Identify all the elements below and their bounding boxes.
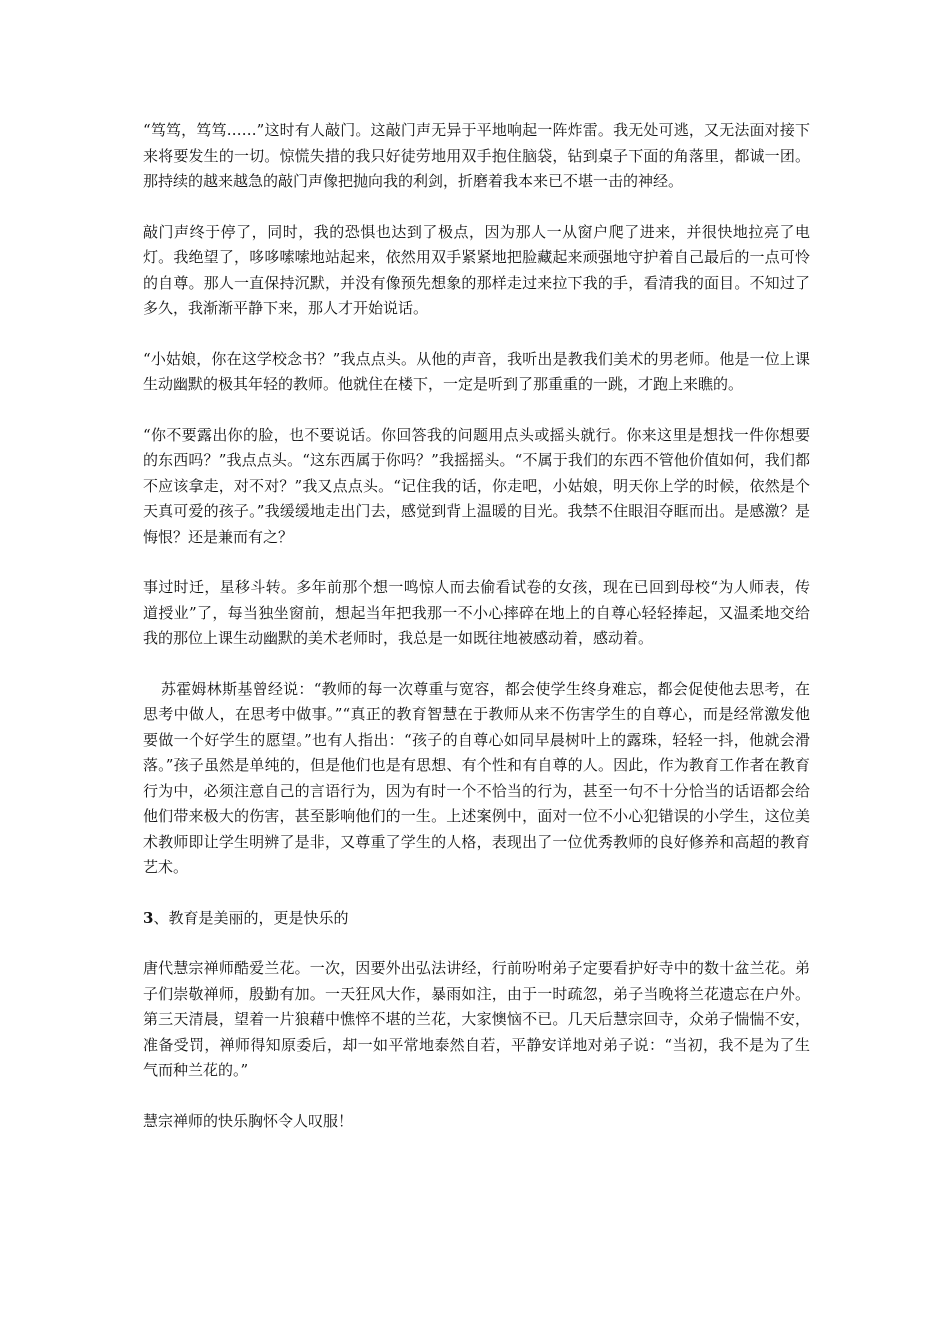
paragraph-orchid-story: 唐代慧宗禅师酷爱兰花。一次，因要外出弘法讲经，行前吩咐弟子定要看护好寺中的数十盆兰花。弟子们崇敬禅师，殷勤有加。一天狂风大作，暴雨如注，由于一时疏忽，弟子当晚将兰花遗忘在户外。第三天清晨，望着一片狼藉中憔悴不堪的兰花，大家懊恼不已。几天后慧宗回寺，众弟子惴惴不安，准备受罚，禅师得知原委后，却一如平常地泰然自若，平静安详地对弟子说：“当初，我不是为了生气而种兰花的。” xyxy=(143,959,810,1079)
paragraph-light-on: 敲门声终于停了，同时，我的恐惧也达到了极点，因为那人一从窗户爬了进来，并很快地拉亮了电灯。我绝望了，哆哆嗦嗦地站起来，依然用双手紧紧地把脸藏起来顽强地守护着自己最后的一点可怜的自尊。那人一直保持沉默，并没有像预先想象的那样走过来拉下我的手，看清我的面目。不知过了多久，我渐渐平静下来，那人才开始说话。 xyxy=(143,222,810,317)
paragraph-dialogue: “你不要露出你的脸，也不要说话。你回答我的问题用点头或摇头就行。你来这里是想找一件你想要的东西吗？”我点点头。“这东西属于你吗？”我摇摇头。“不属于我们的东西不管他价值如何，我们都不应该拿走，对不对？”我又点点头。“记住我的话，你走吧，小姑娘，明天你上学的时候，依然是个天真可爱的孩子。”我缓缓地走出门去，感觉到背上温暖的目光。我禁不住眼泪夺眶而出。是感激？是悔恨？还是兼而有之？ xyxy=(143,425,810,546)
paragraph-years-later: 事过时迁，星移斗转。多年前那个想一鸣惊人而去偷看试卷的女孩，现在已回到母校“为人师表，传道授业”了，每当独坐窗前，想起当年把我那一不小心摔碎在地上的自尊心轻轻捧起，又温柔地交给我的那位上课生动幽默的美术老师时，我总是一如既往地被感动着，感动着。 xyxy=(143,578,810,647)
paragraph-sukhomlinsky: 苏霍姆林斯基曾经说：“教师的每一次尊重与宽容，都会使学生终身难忘，都会促使他去思考，在思考中做人，在思考中做事。”“真正的教育智慧在于教师从来不伤害学生的自尊心，而是经常激发他要做一个好学生的愿望。”也有人指出：“孩子的自尊心如同早晨树叶上的露珠，轻轻一抖，他就会滑落。”孩子虽然是单纯的，但是他们也是有思想、有个性和有自尊的人。因此，作为教育工作者在教育行为中，必须注意自己的言语行为，因为有时一个不恰当的行为，甚至一句不十分恰当的话语都会给他们带来极大的伤害，甚至影响他们的一生。上述案例中，面对一位不小心犯错误的小学生，这位美术教师即让学生明辨了是非，又尊重了学生的人格，表现出了一位优秀教师的良好修养和高超的教育艺术。 xyxy=(143,679,810,876)
paragraph-conclusion: 慧宗禅师的快乐胸怀令人叹服！ xyxy=(143,1111,354,1130)
document-page xyxy=(143,118,810,1159)
paragraph-teacher-asks: “小姑娘，你在这学校念书？”我点点头。从他的声音，我听出是教我们美术的男老师。他是一位上课生动幽默的极其年轻的教师。他就住在楼下，一定是听到了那重重的一跳，才跑上来瞧的。 xyxy=(143,349,810,393)
section-number: 3 xyxy=(143,908,154,927)
section-title: 、教育是美丽的，更是快乐的 xyxy=(153,908,349,927)
paragraph-knocking: “笃笃，笃笃……”这时有人敲门。这敲门声无异于平地响起一阵炸雷。我无处可逃，又无法面对接下来将要发生的一切。惊慌失措的我只好徒劳地用双手抱住脑袋，钻到桌子下面的角落里，都诚一团。那持续的越来越急的敲门声像把抛向我的利剑，折磨着我本来已不堪一击的神经。 xyxy=(143,121,810,190)
section-heading xyxy=(143,906,810,932)
